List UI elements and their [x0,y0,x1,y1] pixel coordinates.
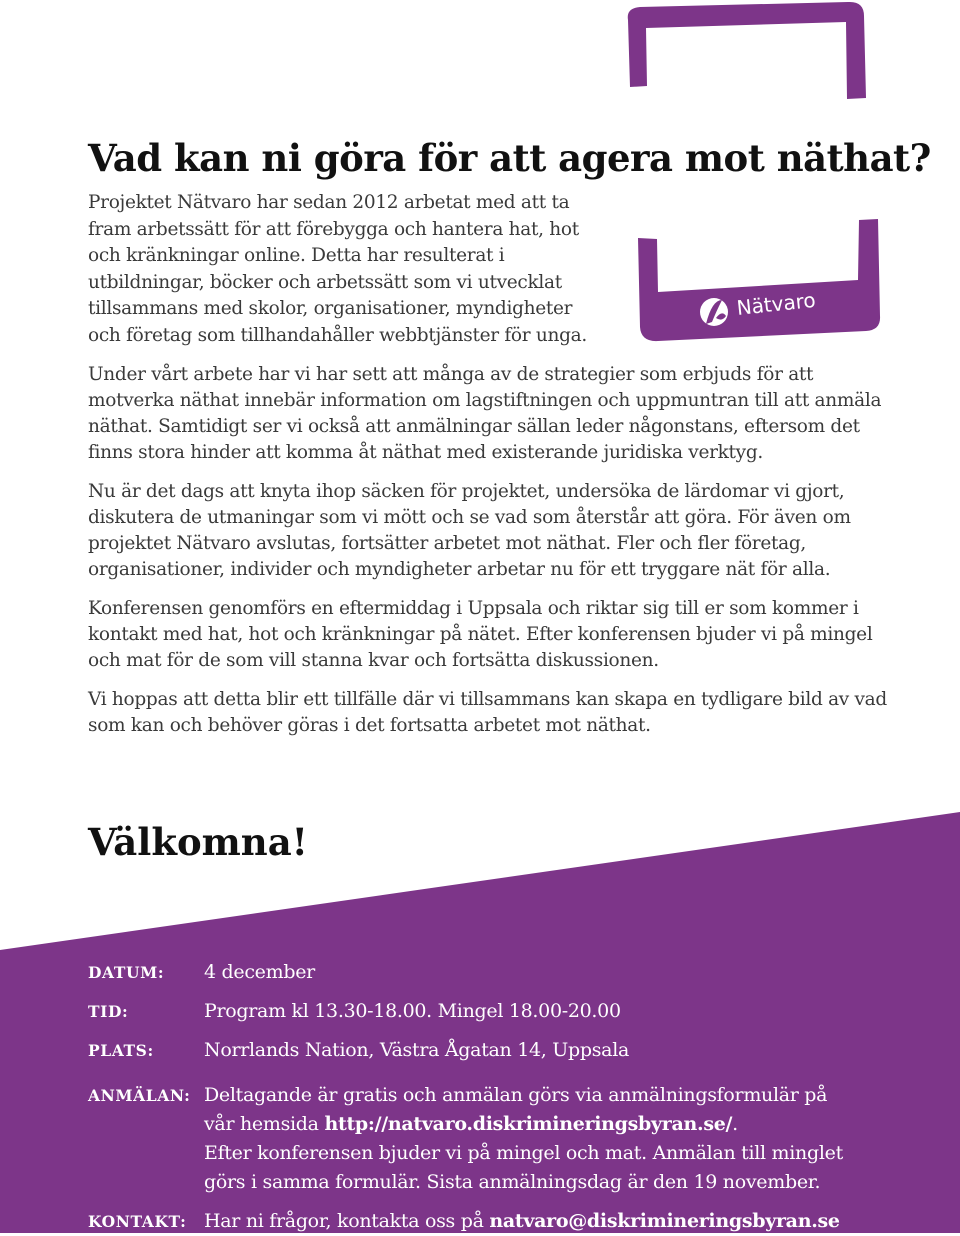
contact-email-link[interactable]: natvaro@diskrimineringsbyran.se [489,1210,840,1232]
place-value: Norrlands Nation, Västra Ågatan 14, Uppsala [204,1039,630,1061]
intro-line: Projektet Nätvaro har sedan 2012 arbetat med att ta [88,192,570,213]
intro-line: fram arbetssätt för att förebygga och hantera hat, hot [88,218,579,240]
natvaro-logo-icon [700,298,728,326]
intro-line: och företag som tillhandahåller webbtjänster för unga. [88,324,587,346]
page-title: Vad kan ni göra för att agera mot näthat? [88,136,931,180]
intro-line: utbildningar, böcker och arbetssätt som vi utvecklat [88,271,562,293]
logo-wordmark: Nätvaro [735,287,817,320]
body-paragraph: Nu är det dags att knyta ihop säcken för projektet, undersöka de lärdomar vi gjort, diskutera de utmaningar som vi mött och se vad som återstår att göra. För även om projektet Nätvaro avslutas, fortsätter arbetet mot näthat. Fler och fler företag, organisationer, individer och myndigheter arbetar nu för ett tryggare nät för alla. [88,481,851,580]
phone-frame-middle-shape [638,219,880,341]
body-text [88,362,888,752]
date-value: 4 december [204,961,315,983]
body-paragraph: Vi hoppas att detta blir ett tillfälle där vi tillsammans kan skapa en tydligare bild av vad som kan och behöver göras i det fortsatta arbetet mot näthat. [88,689,887,736]
intro-paragraph [88,190,648,349]
signup-line-suffix: . [732,1113,738,1135]
place-label: PLATS: [88,1041,154,1060]
body-paragraph: Under vårt arbete har vi har sett att många av de strategier som erbjuds för att motverka näthat innebär information om lagstiftningen och uppmuntran till att anmäla näthat. Samtidigt ser vi också att anmälningar sällan leder någonstans, eftersom det finns stora hinder att komma åt näthat med existerande juridiska verktyg. [88,364,882,463]
signup-text [204,1081,843,1197]
welcome-heading: Välkomna! [88,820,308,864]
time-label: TID: [88,1002,129,1021]
signup-line: Efter konferensen bjuder vi på mingel och mat. Anmälan till minglet [204,1142,843,1164]
contact-prefix: Har ni frågor, kontakta oss på [204,1210,490,1232]
signup-line: Deltagande är gratis och anmälan görs via anmälningsformulär på [204,1084,828,1106]
signup-line [204,1110,843,1139]
intro-line: och kränkningar online. Detta har resulterat i [88,245,505,266]
intro-line: tillsammans med skolor, organisationer, myndigheter [88,298,573,319]
signup-line-prefix: vår hemsida [204,1113,325,1135]
signup-link[interactable]: http://natvaro.diskrimineringsbyran.se/ [324,1113,733,1135]
contact-text [204,1207,840,1236]
phone-frame-top-shape [628,2,866,99]
signup-line: görs i samma formulär. Sista anmälningsdag är den 19 november. [204,1171,821,1193]
date-label: DATUM: [88,963,165,982]
body-paragraph: Konferensen genomförs en eftermiddag i Uppsala och riktar sig till er som kommer i kontakt med hat, hot och kränkningar på nätet. Efter konferensen bjuder vi på mingel och mat för de som vill stanna kvar och fortsätta diskussionen. [88,598,873,671]
contact-label: KONTAKT: [88,1212,187,1231]
time-value: Program kl 13.30-18.00. Mingel 18.00-20.00 [204,1000,621,1022]
signup-label: ANMÄLAN: [88,1086,191,1105]
